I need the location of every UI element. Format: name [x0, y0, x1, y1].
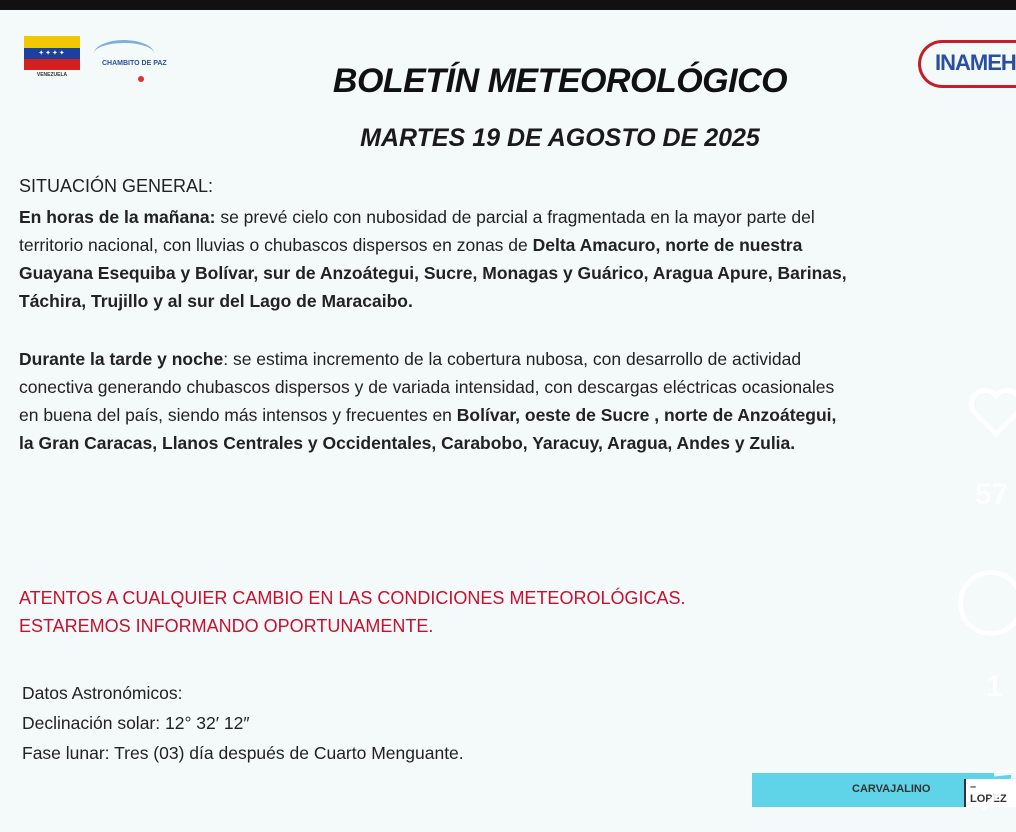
top-dark-bar — [0, 0, 1016, 10]
morning-paragraph: En horas de la mañana: se prevé cielo con nubosidad de parcial a fragmentada en la mayor parte del territorio nacional, con lluvias o chubascos dispersos en zonas de Delta Amacuro, norte de nuestra Guayana Esequiba y Bolívar, sur de Anzoátegui, Sucre, Monagas y Guárico, Aragua Apure, Barinas, Táchira, Trujillo y al sur del Lago de Maracaibo. — [19, 207, 847, 311]
comment-icon[interactable] — [958, 570, 1016, 636]
ministry-logo: CHAMBITO DE PAZ — [88, 40, 198, 86]
bulletin-title: BOLETÍN METEOROLÓGICO — [332, 62, 788, 100]
afternoon-lead: Durante la tarde y noche — [19, 349, 224, 369]
solar-declination: Declinación solar: 12° 32′ 12″ — [22, 713, 250, 733]
astro-heading: Datos Astronómicos: — [22, 683, 183, 703]
section-heading: SITUACIÓN GENERAL: — [19, 176, 214, 196]
alert-notice: ATENTOS A CUALQUIER CAMBIO EN LAS CONDICIONES METEOROLÓGICAS. ESTAREMOS INFORMANDO OPORTUNAMENTE. — [19, 588, 686, 636]
bulletin-date: MARTES 19 DE AGOSTO DE 2025 — [360, 124, 760, 152]
comment-count: 1 — [986, 670, 1003, 703]
astronomical-data — [22, 678, 464, 768]
moon-phase: Fase lunar: Tres (03) día después de Cuarto Menguante. — [22, 743, 464, 763]
venezuela-flag-logo: ✦✦✦✦ — [24, 36, 80, 70]
author-footer: CARVAJALINO – LOPEZ — [752, 773, 1016, 807]
like-count: 57 — [975, 478, 1009, 511]
bulletin-page — [0, 10, 1016, 832]
flag-caption: VENEZUELA — [36, 72, 68, 78]
heart-icon[interactable] — [966, 382, 1016, 442]
morning-lead: En horas de la mañana: — [19, 207, 216, 227]
afternoon-paragraph: Durante la tarde y noche: se estima incremento de la cobertura nubosa, con desarrollo de actividad conectiva generando chubascos dispersos y de variada intensidad, con descargas eléctricas ocasionales en buena del país, siendo más intensos y frecuentes en Bolívar, oeste de Sucre , norte de Anzoátegui, la Gran Caracas, Llanos Centrales y Occidentales, Carabobo, Yaracuy, Aragua, Andes y Zulia. — [19, 349, 837, 453]
inameh-logo: INAMEH — [918, 40, 1016, 88]
share-icon[interactable] — [972, 750, 1016, 820]
